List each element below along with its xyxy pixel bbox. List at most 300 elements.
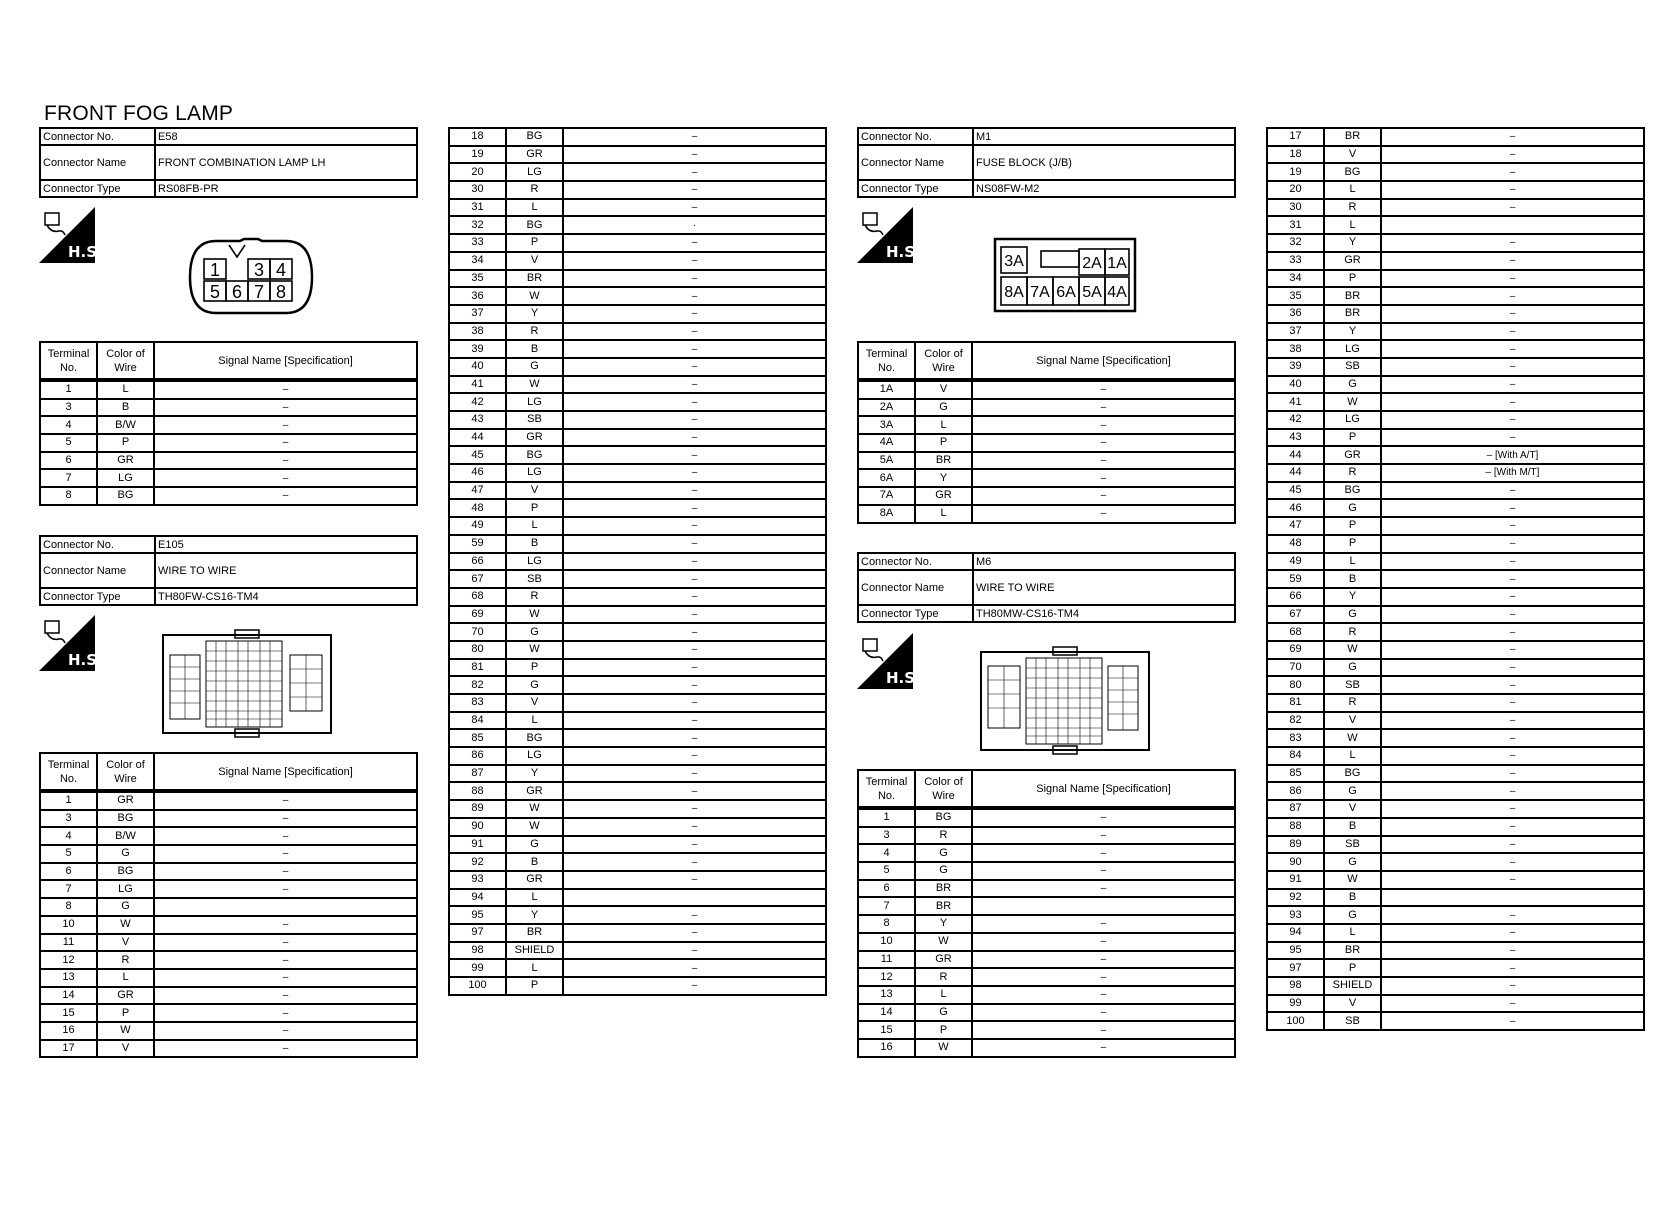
- wire-color-cell: Y: [915, 915, 972, 933]
- wire-color-cell: V: [1324, 995, 1381, 1013]
- table-row: [40, 987, 417, 1005]
- signal-name-cell: –: [1381, 323, 1644, 341]
- terminal-no-cell: 45: [449, 446, 506, 464]
- table-row: [1267, 340, 1644, 358]
- terminal-no-cell: 59: [1267, 570, 1324, 588]
- signal-name-cell: –: [154, 1004, 417, 1022]
- wire-color-cell: V: [506, 482, 563, 500]
- table-row: [858, 505, 1235, 523]
- table-row: [1267, 836, 1644, 854]
- wire-color-cell: BR: [506, 924, 563, 942]
- wire-color-cell: SB: [1324, 1012, 1381, 1030]
- wire-color-cell: L: [915, 986, 972, 1004]
- wire-color-cell: R: [1324, 694, 1381, 712]
- signal-name-cell: –: [972, 986, 1235, 1004]
- table-row: [1267, 1012, 1644, 1030]
- terminal-no-cell: 80: [449, 641, 506, 659]
- connector-no-label: Connector No.: [858, 128, 973, 145]
- signal-name-cell: –: [972, 487, 1235, 505]
- table-row: [449, 216, 826, 234]
- terminal-no-cell: 1: [40, 792, 97, 810]
- table-row: [449, 747, 826, 765]
- signal-name-cell: –: [1381, 358, 1644, 376]
- signal-name-cell: –: [1381, 1012, 1644, 1030]
- table-row: [1267, 358, 1644, 376]
- signal-name-cell: –: [563, 906, 826, 924]
- wire-color-cell: L: [97, 969, 154, 987]
- wire-color-cell: G: [1324, 606, 1381, 624]
- wire-color-cell: SB: [506, 570, 563, 588]
- wire-color-cell: LG: [1324, 411, 1381, 429]
- signal-name-cell: –: [154, 399, 417, 417]
- wire-color-cell: BG: [97, 863, 154, 881]
- wire-color-cell: LG: [506, 464, 563, 482]
- signal-name-cell: –: [972, 915, 1235, 933]
- terminal-no-cell: 3: [40, 810, 97, 828]
- terminal-no-cell: 84: [449, 712, 506, 730]
- terminal-no-cell: 81: [1267, 694, 1324, 712]
- color-of-wire-header: Color of Wire: [97, 342, 154, 379]
- table-row: [1267, 128, 1644, 146]
- table-row: [40, 969, 417, 987]
- signal-name-cell: –: [1381, 553, 1644, 571]
- pin-label: 6A: [1056, 284, 1076, 301]
- table-row: [1267, 995, 1644, 1013]
- table-row: [40, 827, 417, 845]
- table-row: [1267, 270, 1644, 288]
- signal-name-cell: –: [563, 446, 826, 464]
- signal-name-cell: –: [563, 959, 826, 977]
- pin-label: 6: [231, 282, 243, 302]
- signal-name-cell: –: [972, 399, 1235, 417]
- terminal-no-cell: 4A: [858, 434, 915, 452]
- terminal-no-cell: 83: [449, 694, 506, 712]
- terminal-no-cell: 90: [449, 818, 506, 836]
- terminal-no-cell: 35: [449, 270, 506, 288]
- terminal-no-cell: 4: [40, 827, 97, 845]
- table-row: [449, 199, 826, 217]
- table-row: [449, 853, 826, 871]
- table-row: [858, 381, 1235, 399]
- signal-name-cell: –: [154, 969, 417, 987]
- signal-name-cell: –: [1381, 623, 1644, 641]
- connector-no-value: M6: [973, 553, 1235, 570]
- signal-name-cell: –: [972, 505, 1235, 523]
- page-title: FRONT FOG LAMP: [44, 102, 234, 125]
- wire-color-cell: L: [915, 416, 972, 434]
- wire-color-cell: L: [1324, 216, 1381, 234]
- terminal-no-cell: 17: [1267, 128, 1324, 146]
- signal-name-cell: –: [1381, 606, 1644, 624]
- signal-name-cell: –: [154, 987, 417, 1005]
- wire-color-cell: L: [506, 959, 563, 977]
- terminal-no-cell: 11: [858, 951, 915, 969]
- terminal-no-cell: 86: [449, 747, 506, 765]
- signal-name-cell: –: [563, 570, 826, 588]
- terminal-no-cell: 91: [1267, 871, 1324, 889]
- wire-color-cell: B: [1324, 889, 1381, 907]
- signal-name-cell: –: [972, 951, 1235, 969]
- wire-color-cell: P: [506, 977, 563, 995]
- wire-color-cell: W: [1324, 729, 1381, 747]
- signal-name-cell: –: [972, 452, 1235, 470]
- wire-color-cell: SB: [1324, 836, 1381, 854]
- terminal-no-cell: 93: [449, 871, 506, 889]
- terminal-no-cell: 70: [1267, 659, 1324, 677]
- table-row: [449, 429, 826, 447]
- signal-name-cell: –: [972, 827, 1235, 845]
- wire-color-cell: P: [1324, 270, 1381, 288]
- wire-color-cell: R: [1324, 464, 1381, 482]
- table-row: [449, 836, 826, 854]
- terminal-no-cell: 13: [858, 986, 915, 1004]
- connector-name-value: FUSE BLOCK (J/B): [973, 145, 1235, 180]
- signal-name-cell: –: [1381, 995, 1644, 1013]
- wire-color-cell: P: [506, 499, 563, 517]
- signal-name-cell: –: [972, 933, 1235, 951]
- terminal-no-cell: 8A: [858, 505, 915, 523]
- terminal-no-cell: 49: [1267, 553, 1324, 571]
- signal-name-cell: –: [1381, 871, 1644, 889]
- wire-color-cell: BR: [506, 270, 563, 288]
- signal-name-header: Signal Name [Specification]: [154, 342, 417, 379]
- connector-m1: [857, 127, 1236, 198]
- terminal-no-cell: 41: [1267, 393, 1324, 411]
- wire-color-cell: BG: [1324, 163, 1381, 181]
- signal-name-header: Signal Name [Specification]: [972, 342, 1235, 379]
- connector-type-label: Connector Type: [858, 180, 973, 197]
- terminal-no-header: Terminal No.: [40, 342, 97, 379]
- terminal-no-cell: 38: [1267, 340, 1324, 358]
- table-row: [40, 1004, 417, 1022]
- terminal-no-cell: 70: [449, 623, 506, 641]
- table-row: [858, 487, 1235, 505]
- table-row: [449, 305, 826, 323]
- connector-no-label: Connector No.: [40, 536, 155, 553]
- harness-side-icon: [857, 207, 921, 263]
- terminal-no-cell: 16: [40, 1022, 97, 1040]
- connector-type-label: Connector Type: [40, 180, 155, 197]
- wire-color-cell: R: [506, 588, 563, 606]
- terminal-no-cell: 68: [1267, 623, 1324, 641]
- terminal-no-cell: 33: [449, 234, 506, 252]
- signal-name-cell: –: [563, 517, 826, 535]
- signal-name-cell: –: [563, 853, 826, 871]
- terminal-no-cell: 20: [1267, 181, 1324, 199]
- signal-name-cell: –: [1381, 499, 1644, 517]
- table-row: [449, 517, 826, 535]
- terminal-no-cell: 47: [449, 482, 506, 500]
- wire-color-cell: BG: [506, 729, 563, 747]
- terminal-no-cell: 14: [858, 1004, 915, 1022]
- table-row: [858, 452, 1235, 470]
- connector-type-value: NS08FW-M2: [973, 180, 1235, 197]
- signal-name-cell: –: [563, 942, 826, 960]
- signal-name-cell: –: [154, 434, 417, 452]
- wire-color-cell: SHIELD: [1324, 977, 1381, 995]
- wire-color-cell: W: [506, 287, 563, 305]
- color-of-wire-header: Color of Wire: [97, 753, 154, 790]
- table-row: [40, 469, 417, 487]
- signal-name-cell: –: [563, 376, 826, 394]
- signal-name-cell: –: [1381, 535, 1644, 553]
- signal-name-cell: –: [1381, 588, 1644, 606]
- terminal-no-cell: 40: [1267, 376, 1324, 394]
- wire-color-cell: B: [1324, 570, 1381, 588]
- terminal-no-cell: 5: [858, 862, 915, 880]
- table-row: [858, 951, 1235, 969]
- terminal-no-cell: 90: [1267, 853, 1324, 871]
- terminal-no-cell: 68: [449, 588, 506, 606]
- signal-name-cell: –: [563, 871, 826, 889]
- wire-color-cell: W: [1324, 393, 1381, 411]
- wire-color-cell: SHIELD: [506, 942, 563, 960]
- signal-name-header: Signal Name [Specification]: [154, 753, 417, 790]
- wire-color-cell: SB: [506, 411, 563, 429]
- terminal-no-cell: 89: [1267, 836, 1324, 854]
- terminal-no-cell: 33: [1267, 252, 1324, 270]
- connector-type-value: TH80MW-CS16-TM4: [973, 605, 1235, 622]
- terminal-no-cell: 18: [1267, 146, 1324, 164]
- signal-name-cell: –: [563, 712, 826, 730]
- signal-name-cell: –: [1381, 694, 1644, 712]
- wire-color-cell: V: [97, 1040, 154, 1058]
- wire-color-cell: Y: [915, 469, 972, 487]
- table-row: [858, 986, 1235, 1004]
- terminal-no-cell: 87: [1267, 800, 1324, 818]
- table-row: [1267, 623, 1644, 641]
- terminal-no-header: Terminal No.: [858, 342, 915, 379]
- terminal-no-cell: 97: [449, 924, 506, 942]
- wire-color-cell: R: [506, 323, 563, 341]
- signal-name-cell: –: [1381, 977, 1644, 995]
- wire-color-cell: GR: [97, 452, 154, 470]
- connector-name-label: Connector Name: [40, 553, 155, 588]
- wire-color-cell: GR: [506, 429, 563, 447]
- signal-name-cell: –: [563, 429, 826, 447]
- terminal-no-cell: 45: [1267, 482, 1324, 500]
- wire-color-cell: B: [1324, 818, 1381, 836]
- harness-side-icon: [857, 633, 921, 689]
- table-row: [1267, 376, 1644, 394]
- signal-name-cell: –: [154, 381, 417, 399]
- terminal-no-cell: 87: [449, 765, 506, 783]
- wire-color-cell: R: [97, 951, 154, 969]
- signal-name-cell: [1381, 216, 1644, 234]
- table-row: [1267, 712, 1644, 730]
- signal-name-cell: –: [563, 411, 826, 429]
- terminal-no-cell: 43: [449, 411, 506, 429]
- wire-color-cell: B/W: [97, 827, 154, 845]
- wire-color-cell: Y: [506, 765, 563, 783]
- wire-color-cell: L: [506, 517, 563, 535]
- terminal-no-cell: 6: [40, 452, 97, 470]
- signal-name-cell: –: [1381, 747, 1644, 765]
- wire-color-cell: B: [506, 853, 563, 871]
- table-row: [1267, 729, 1644, 747]
- connector-no-label: Connector No.: [40, 128, 155, 145]
- signal-name-cell: –: [1381, 836, 1644, 854]
- signal-name-cell: –: [563, 287, 826, 305]
- connector-name-label: Connector Name: [858, 145, 973, 180]
- table-row: [40, 898, 417, 916]
- table-row: [858, 844, 1235, 862]
- table-row: [858, 416, 1235, 434]
- connector-type-value: RS08FB-PR: [155, 180, 417, 197]
- table-row: [858, 399, 1235, 417]
- terminal-no-cell: 37: [449, 305, 506, 323]
- table-row: [449, 535, 826, 553]
- wire-color-cell: G: [1324, 499, 1381, 517]
- wire-color-cell: G: [915, 1004, 972, 1022]
- wire-color-cell: B: [506, 535, 563, 553]
- table-row: [1267, 517, 1644, 535]
- terminal-no-cell: 42: [449, 393, 506, 411]
- signal-name-cell: [563, 889, 826, 907]
- signal-name-cell: –: [154, 827, 417, 845]
- terminal-no-cell: 100: [449, 977, 506, 995]
- table-row: [858, 1039, 1235, 1057]
- terminal-no-cell: 8: [858, 915, 915, 933]
- wire-color-cell: BG: [506, 446, 563, 464]
- wire-color-cell: V: [506, 252, 563, 270]
- signal-name-cell: –: [1381, 712, 1644, 730]
- terminal-no-cell: 39: [1267, 358, 1324, 376]
- signal-name-cell: –: [154, 810, 417, 828]
- wire-table-e105-cont: [448, 127, 827, 996]
- wire-color-cell: L: [97, 381, 154, 399]
- wire-color-cell: Y: [506, 906, 563, 924]
- table-row: [1267, 694, 1644, 712]
- table-row: [449, 340, 826, 358]
- terminal-no-cell: 95: [449, 906, 506, 924]
- table-row: [1267, 499, 1644, 517]
- terminal-no-cell: 3A: [858, 416, 915, 434]
- wire-color-cell: G: [1324, 906, 1381, 924]
- terminal-no-cell: 1A: [858, 381, 915, 399]
- table-row: [449, 234, 826, 252]
- terminal-no-cell: 67: [449, 570, 506, 588]
- signal-name-cell: –: [1381, 163, 1644, 181]
- wire-color-cell: LG: [97, 469, 154, 487]
- wire-color-cell: W: [506, 376, 563, 394]
- terminal-no-cell: 15: [858, 1021, 915, 1039]
- wire-color-cell: R: [506, 181, 563, 199]
- signal-name-cell: –: [1381, 376, 1644, 394]
- table-row: [40, 416, 417, 434]
- signal-name-cell: –: [1381, 659, 1644, 677]
- terminal-no-cell: 81: [449, 659, 506, 677]
- signal-name-cell: –: [972, 1039, 1235, 1057]
- wire-color-cell: LG: [1324, 340, 1381, 358]
- table-row: [858, 469, 1235, 487]
- table-row: [1267, 199, 1644, 217]
- signal-name-header: Signal Name [Specification]: [972, 770, 1235, 807]
- table-row: [1267, 570, 1644, 588]
- signal-name-cell: –: [563, 146, 826, 164]
- table-row: [858, 915, 1235, 933]
- table-row: [40, 810, 417, 828]
- wire-color-cell: V: [506, 694, 563, 712]
- table-row: [1267, 446, 1644, 464]
- wire-color-cell: LG: [506, 553, 563, 571]
- wire-color-cell: R: [1324, 623, 1381, 641]
- terminal-no-cell: 1: [858, 809, 915, 827]
- table-row: [1267, 482, 1644, 500]
- signal-name-cell: –: [154, 469, 417, 487]
- table-row: [449, 606, 826, 624]
- wire-color-cell: SB: [1324, 676, 1381, 694]
- pin-label: 4A: [1107, 284, 1127, 301]
- wire-color-cell: G: [915, 399, 972, 417]
- terminal-no-header: Terminal No.: [40, 753, 97, 790]
- wire-color-cell: V: [1324, 712, 1381, 730]
- signal-name-cell: –: [563, 836, 826, 854]
- table-row: [449, 252, 826, 270]
- wire-color-cell: LG: [97, 880, 154, 898]
- terminal-no-cell: 95: [1267, 942, 1324, 960]
- table-row: [1267, 659, 1644, 677]
- signal-name-cell: –: [563, 800, 826, 818]
- wire-color-cell: P: [1324, 535, 1381, 553]
- wire-color-cell: W: [97, 1022, 154, 1040]
- signal-name-cell: –: [1381, 959, 1644, 977]
- signal-name-cell: –: [972, 416, 1235, 434]
- terminal-no-cell: 8: [40, 898, 97, 916]
- signal-name-cell: –: [563, 393, 826, 411]
- signal-name-cell: –: [972, 862, 1235, 880]
- table-row: [1267, 606, 1644, 624]
- signal-name-cell: –: [563, 482, 826, 500]
- signal-name-cell: –: [563, 323, 826, 341]
- table-row: [858, 968, 1235, 986]
- connector-name-label: Connector Name: [40, 145, 155, 180]
- signal-name-cell: –: [1381, 199, 1644, 217]
- pin-label: 1: [209, 260, 221, 280]
- wire-color-cell: G: [506, 623, 563, 641]
- table-row: [1267, 889, 1644, 907]
- signal-name-cell: –: [1381, 924, 1644, 942]
- wire-color-cell: L: [1324, 747, 1381, 765]
- color-of-wire-header: Color of Wire: [915, 342, 972, 379]
- wire-table-m1: [857, 341, 1236, 524]
- terminal-no-header: Terminal No.: [858, 770, 915, 807]
- terminal-no-cell: 69: [1267, 641, 1324, 659]
- wire-color-cell: L: [506, 712, 563, 730]
- signal-name-cell: –: [972, 844, 1235, 862]
- terminal-no-cell: 5: [40, 434, 97, 452]
- terminal-no-cell: 42: [1267, 411, 1324, 429]
- terminal-no-cell: 5A: [858, 452, 915, 470]
- signal-name-cell: –: [563, 641, 826, 659]
- table-row: [449, 323, 826, 341]
- table-row: [449, 641, 826, 659]
- terminal-no-cell: 15: [40, 1004, 97, 1022]
- terminal-no-cell: 10: [40, 916, 97, 934]
- terminal-no-cell: 99: [1267, 995, 1324, 1013]
- table-row: [1267, 464, 1644, 482]
- signal-name-cell: –: [563, 553, 826, 571]
- terminal-no-cell: 7A: [858, 487, 915, 505]
- wire-color-cell: GR: [506, 782, 563, 800]
- table-row: [449, 782, 826, 800]
- table-row: [858, 897, 1235, 915]
- terminal-no-cell: 14: [40, 987, 97, 1005]
- signal-name-cell: –: [972, 809, 1235, 827]
- pin-label: 3A: [1004, 253, 1024, 270]
- connector-no-value: E105: [155, 536, 417, 553]
- wire-color-cell: W: [1324, 871, 1381, 889]
